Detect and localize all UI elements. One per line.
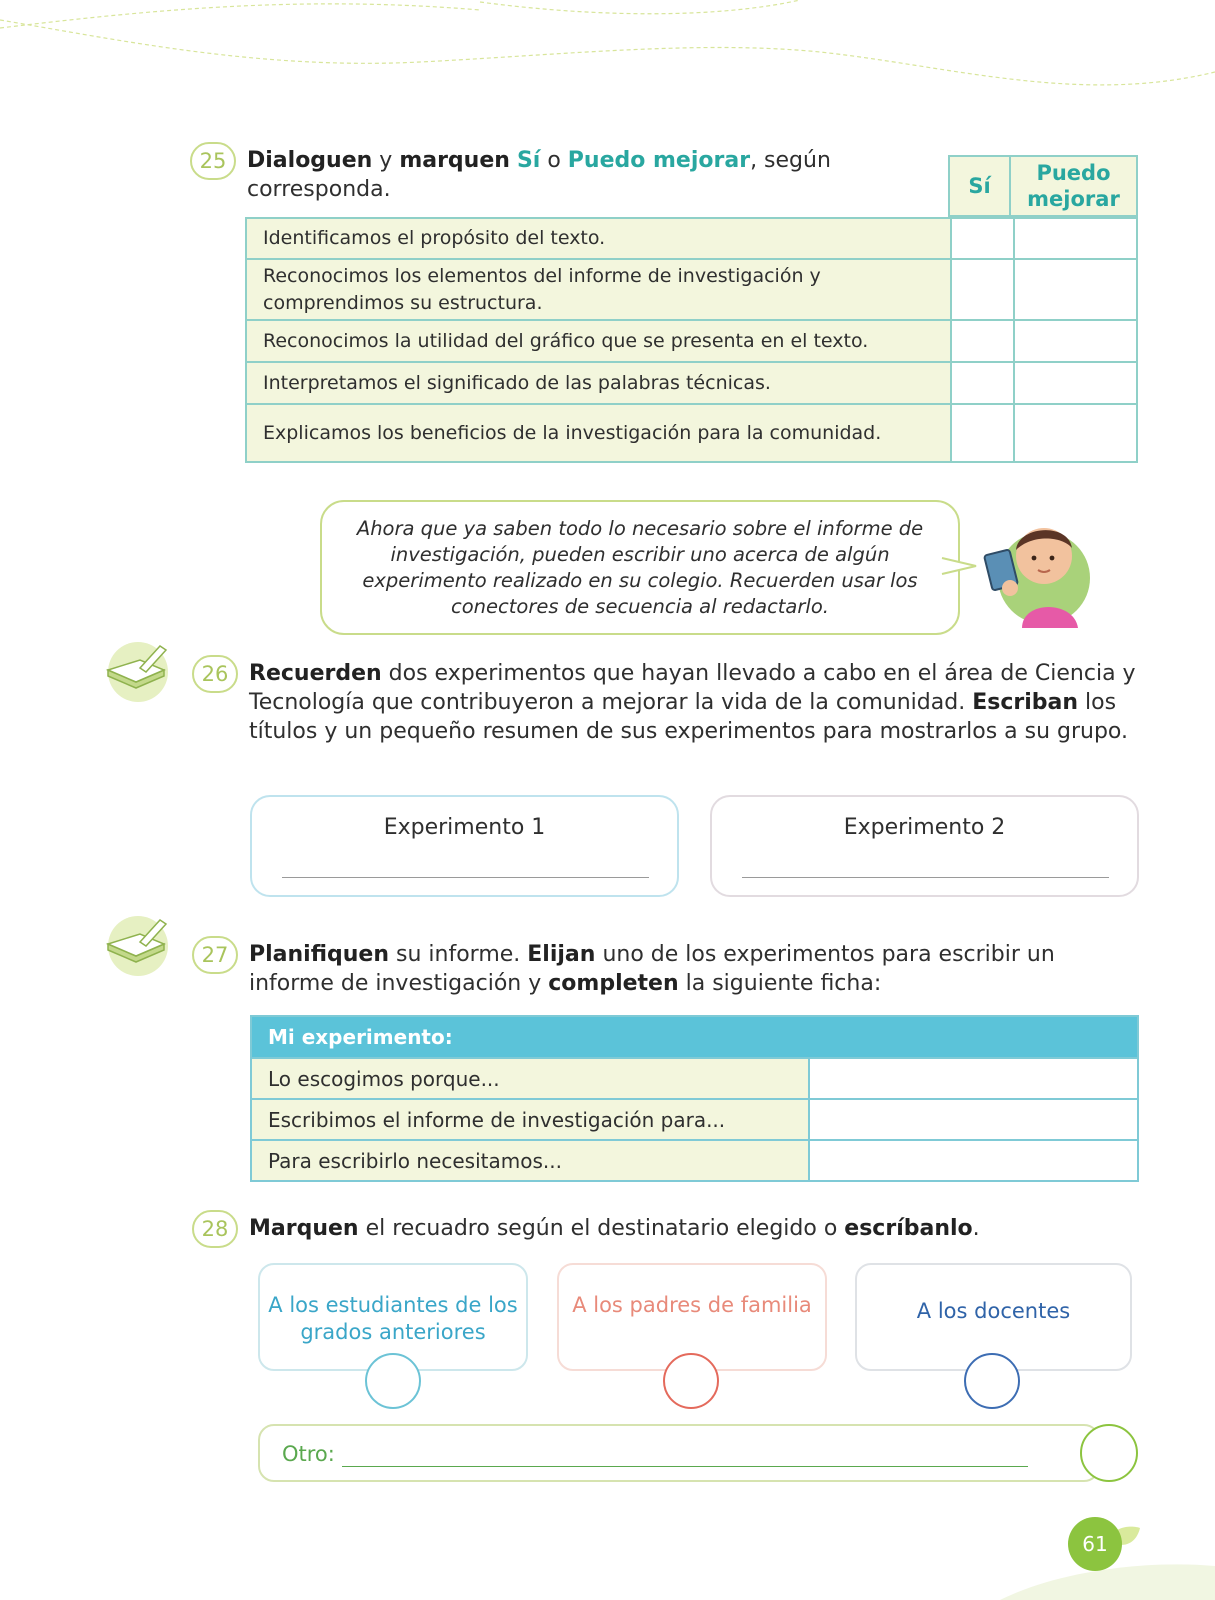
check-si-cell[interactable] [950, 405, 1013, 461]
other-option-box[interactable] [258, 1424, 1100, 1482]
option-parents-checkbox[interactable] [663, 1353, 719, 1409]
speech-bubble [320, 500, 960, 635]
row-text: Identificamos el propósito del texto. [247, 219, 950, 258]
row-text: Escribimos el informe de investigación para... [252, 1100, 808, 1139]
check-puedo-mejorar-cell[interactable] [1013, 321, 1136, 361]
speech-bubble-text: Ahora que ya saben todo lo necesario sobre el informe de investigación, pueden escribir uno acerca de algún experimento realizado en su colegio. Recuerden usar los conectores de secuencia al redactarlo. [356, 516, 924, 618]
page-number: 61 [1068, 1517, 1122, 1571]
writing-book-icon [100, 912, 172, 978]
table-row [252, 1057, 1137, 1098]
other-option-label: Otro: [282, 1442, 335, 1466]
speech-bubble-tail [940, 540, 980, 590]
option-teachers-checkbox[interactable] [964, 1353, 1020, 1409]
self-assessment-table-header [948, 155, 1138, 217]
row-text: Interpretamos el significado de las palabras técnicas. [247, 363, 950, 403]
self-assessment-rows [245, 217, 1138, 463]
experiment-form-table [250, 1015, 1139, 1182]
q25-instruction: Dialoguen y marquen Sí o Puedo mejorar, según corresponda. [247, 148, 831, 202]
experiment-2-label: Experimento 2 [843, 815, 1006, 840]
check-si-cell[interactable] [950, 219, 1013, 258]
q26-instruction: Recuerden dos experimentos que hayan llevado a cabo en el área de Ciencia y Tecnología que contribuyeron a mejorar la vida de la comunidad. Escriban los títulos y un pequeño resumen de sus experimentos para mostrarlos a su grupo. [249, 661, 1136, 744]
writing-book-icon [100, 638, 172, 704]
check-puedo-mejorar-cell[interactable] [1013, 260, 1136, 319]
row-text: Reconocimos la utilidad del gráfico que se presenta en el texto. [247, 321, 950, 361]
experiment-2-box[interactable] [710, 795, 1139, 897]
table-row [252, 1139, 1137, 1180]
answer-cell[interactable] [808, 1100, 1137, 1139]
table-row [247, 258, 1136, 319]
check-puedo-mejorar-cell[interactable] [1013, 363, 1136, 403]
check-si-cell[interactable] [950, 260, 1013, 319]
question-number-25: 25 [190, 142, 236, 180]
answer-cell[interactable] [808, 1059, 1137, 1098]
check-si-cell[interactable] [950, 321, 1013, 361]
table-row [252, 1098, 1137, 1139]
header-si: Sí [948, 155, 1011, 217]
other-option-checkbox[interactable] [1080, 1424, 1138, 1482]
experiment-1-write-line[interactable] [282, 877, 649, 878]
question-number-28: 28 [192, 1210, 238, 1248]
table-row [247, 217, 1136, 258]
option-students-label: A los estudiantes de los grados anteriores [268, 1293, 518, 1344]
experiment-form-header: Mi experimento: [252, 1017, 1137, 1057]
row-text: Para escribirlo necesitamos... [252, 1141, 808, 1180]
option-parents-label: A los padres de familia [572, 1293, 812, 1317]
header-puedo-mejorar: Puedo mejorar [1011, 155, 1138, 217]
check-puedo-mejorar-cell[interactable] [1013, 405, 1136, 461]
other-option-write-line[interactable] [342, 1466, 1028, 1467]
top-wave-decoration [0, 0, 1215, 110]
q27-instruction: Planifiquen su informe. Elijan uno de los experimentos para escribir un informe de investigación y completen la siguiente ficha: [249, 942, 1055, 996]
check-si-cell[interactable] [950, 363, 1013, 403]
q28-instruction: Marquen el recuadro según el destinatario elegido o escríbanlo. [249, 1216, 980, 1241]
table-row [247, 319, 1136, 361]
question-number-27: 27 [192, 936, 238, 974]
table-row [247, 403, 1136, 461]
child-with-tablet-illustration [982, 508, 1094, 630]
experiment-1-box[interactable] [250, 795, 679, 897]
check-puedo-mejorar-cell[interactable] [1013, 219, 1136, 258]
option-students-checkbox[interactable] [365, 1353, 421, 1409]
row-text: Lo escogimos porque... [252, 1059, 808, 1098]
row-text: Explicamos los beneficios de la investigación para la comunidad. [247, 405, 950, 461]
row-text: Reconocimos los elementos del informe de investigación y comprendimos su estructura. [247, 260, 950, 319]
experiment-2-write-line[interactable] [742, 877, 1109, 878]
experiment-1-label: Experimento 1 [383, 815, 546, 840]
answer-cell[interactable] [808, 1141, 1137, 1180]
table-row [247, 361, 1136, 403]
question-number-26: 26 [192, 655, 238, 693]
option-teachers-label: A los docentes [916, 1299, 1071, 1323]
